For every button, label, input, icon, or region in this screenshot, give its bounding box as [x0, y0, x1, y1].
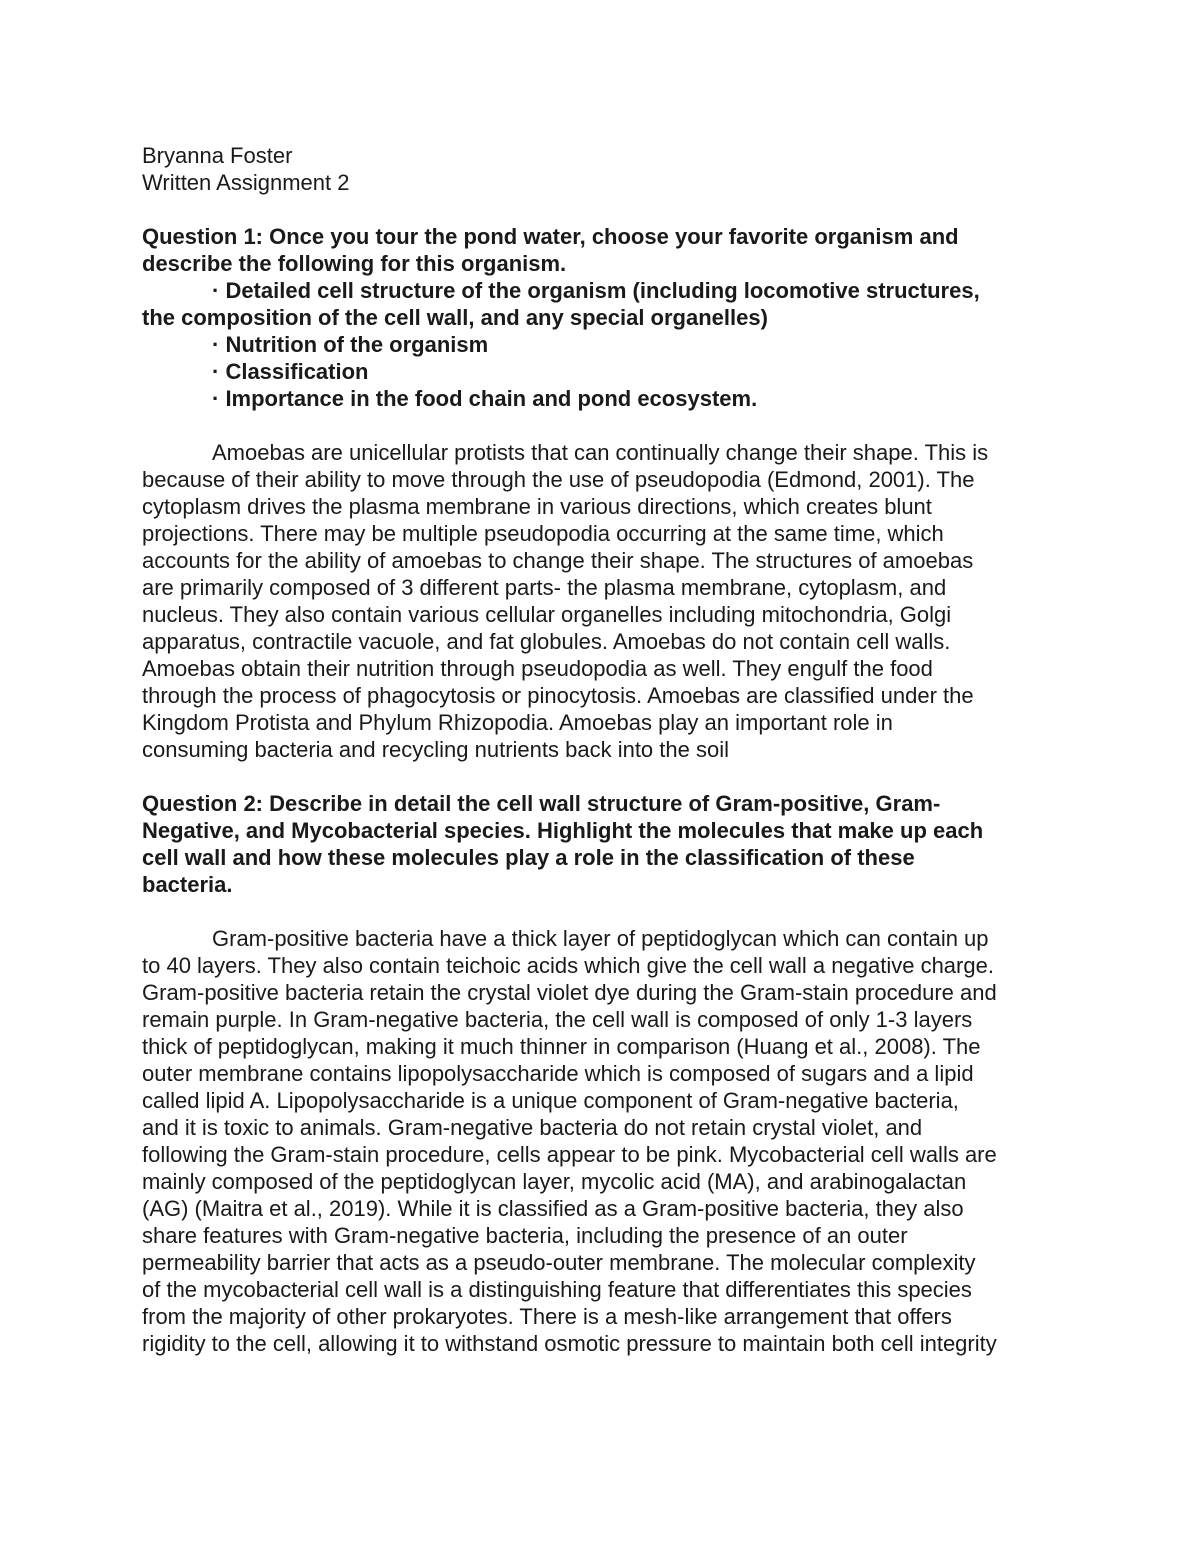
answer-line: share features with Gram-negative bacteria, including the presence of an outer — [142, 1223, 908, 1248]
answer-line: outer membrane contains lipopolysaccharide which is composed of sugars and a lipid — [142, 1061, 974, 1086]
answer-line: Gram-positive bacteria retain the crystal violet dye during the Gram-stain procedure and — [142, 980, 997, 1005]
question-line: Negative, and Mycobacterial species. Highlight the molecules that make up each — [142, 818, 984, 843]
question-2-prompt — [142, 790, 1060, 898]
spacer — [142, 898, 1060, 925]
answer-line: nucleus. They also contain various cellular organelles including mitochondria, Golgi — [142, 602, 952, 627]
answer-line: from the majority of other prokaryotes. There is a mesh-like arrangement that offers — [142, 1304, 952, 1329]
answer-line: and it is toxic to animals. Gram-negative bacteria do not retain crystal violet, and — [142, 1115, 923, 1140]
answer-line: rigidity to the cell, allowing it to withstand osmotic pressure to maintain both cell integrity — [142, 1331, 997, 1356]
answer-line: projections. There may be multiple pseudopodia occurring at the same time, which — [142, 521, 944, 546]
bullet-item: · Importance in the food chain and pond ecosystem. — [212, 386, 758, 411]
question-line: Question 2: Describe in detail the cell wall structure of Gram-positive, Gram- — [142, 791, 941, 816]
answer-line: (AG) (Maitra et al., 2019). While it is classified as a Gram-positive bacteria, they also — [142, 1196, 964, 1221]
answer-line: thick of peptidoglycan, making it much thinner in comparison (Huang et al., 2008). The — [142, 1034, 981, 1059]
answer-line: Amoebas obtain their nutrition through pseudopodia as well. They engulf the food — [142, 656, 933, 681]
answer-line: remain purple. In Gram-negative bacteria, the cell wall is composed of only 1-3 layers — [142, 1007, 973, 1032]
question-line: bacteria. — [142, 872, 233, 897]
spacer — [142, 763, 1060, 790]
assignment-title: Written Assignment 2 — [142, 170, 350, 195]
answer-line: apparatus, contractile vacuole, and fat globules. Amoebas do not contain cell walls. — [142, 629, 951, 654]
answer-line: cytoplasm drives the plasma membrane in various directions, which creates blunt — [142, 494, 932, 519]
question-1-prompt — [142, 223, 1060, 277]
answer-line: permeability barrier that acts as a pseudo-outer membrane. The molecular complexity — [142, 1250, 976, 1275]
answer-line: consuming bacteria and recycling nutrients back into the soil — [142, 737, 729, 762]
question-line: describe the following for this organism. — [142, 251, 567, 276]
answer-line: Kingdom Protista and Phylum Rhizopodia. Amoebas play an important role in — [142, 710, 893, 735]
answer-line: accounts for the ability of amoebas to change their shape. The structures of amoebas — [142, 548, 974, 573]
answer-line: Gram-positive bacteria have a thick layer of peptidoglycan which can contain up — [212, 926, 989, 951]
question-1-bullets — [142, 277, 1060, 412]
spacer — [142, 196, 1060, 223]
author-name: Bryanna Foster — [142, 143, 293, 168]
answer-line: following the Gram-stain procedure, cells appear to be pink. Mycobacterial cell walls are — [142, 1142, 997, 1167]
answer-line: called lipid A. Lipopolysaccharide is a unique component of Gram-negative bacteria, — [142, 1088, 959, 1113]
bullet-item: · Detailed cell structure of the organism (including locomotive structures, — [212, 278, 980, 303]
question-line: Question 1: Once you tour the pond water, choose your favorite organism and — [142, 224, 959, 249]
answer-line: through the process of phagocytosis or pinocytosis. Amoebas are classified under the — [142, 683, 974, 708]
answer-line: because of their ability to move through the use of pseudopodia (Edmond, 2001). The — [142, 467, 975, 492]
question-2-answer — [142, 925, 1060, 1357]
spacer — [142, 412, 1060, 439]
answer-line: of the mycobacterial cell wall is a distinguishing feature that differentiates this species — [142, 1277, 972, 1302]
question-line: cell wall and how these molecules play a role in the classification of these — [142, 845, 915, 870]
bullet-item: · Nutrition of the organism — [212, 332, 489, 357]
answer-line: are primarily composed of 3 different parts- the plasma membrane, cytoplasm, and — [142, 575, 947, 600]
answer-line: Amoebas are unicellular protists that can continually change their shape. This is — [212, 440, 989, 465]
answer-line: to 40 layers. They also contain teichoic acids which give the cell wall a negative charge. — [142, 953, 994, 978]
question-1-answer — [142, 439, 1060, 763]
answer-line: mainly composed of the peptidoglycan layer, mycolic acid (MA), and arabinogalactan — [142, 1169, 967, 1194]
bullet-item: · Classification — [212, 359, 369, 384]
bullet-item-continuation: the composition of the cell wall, and any special organelles) — [142, 305, 768, 330]
